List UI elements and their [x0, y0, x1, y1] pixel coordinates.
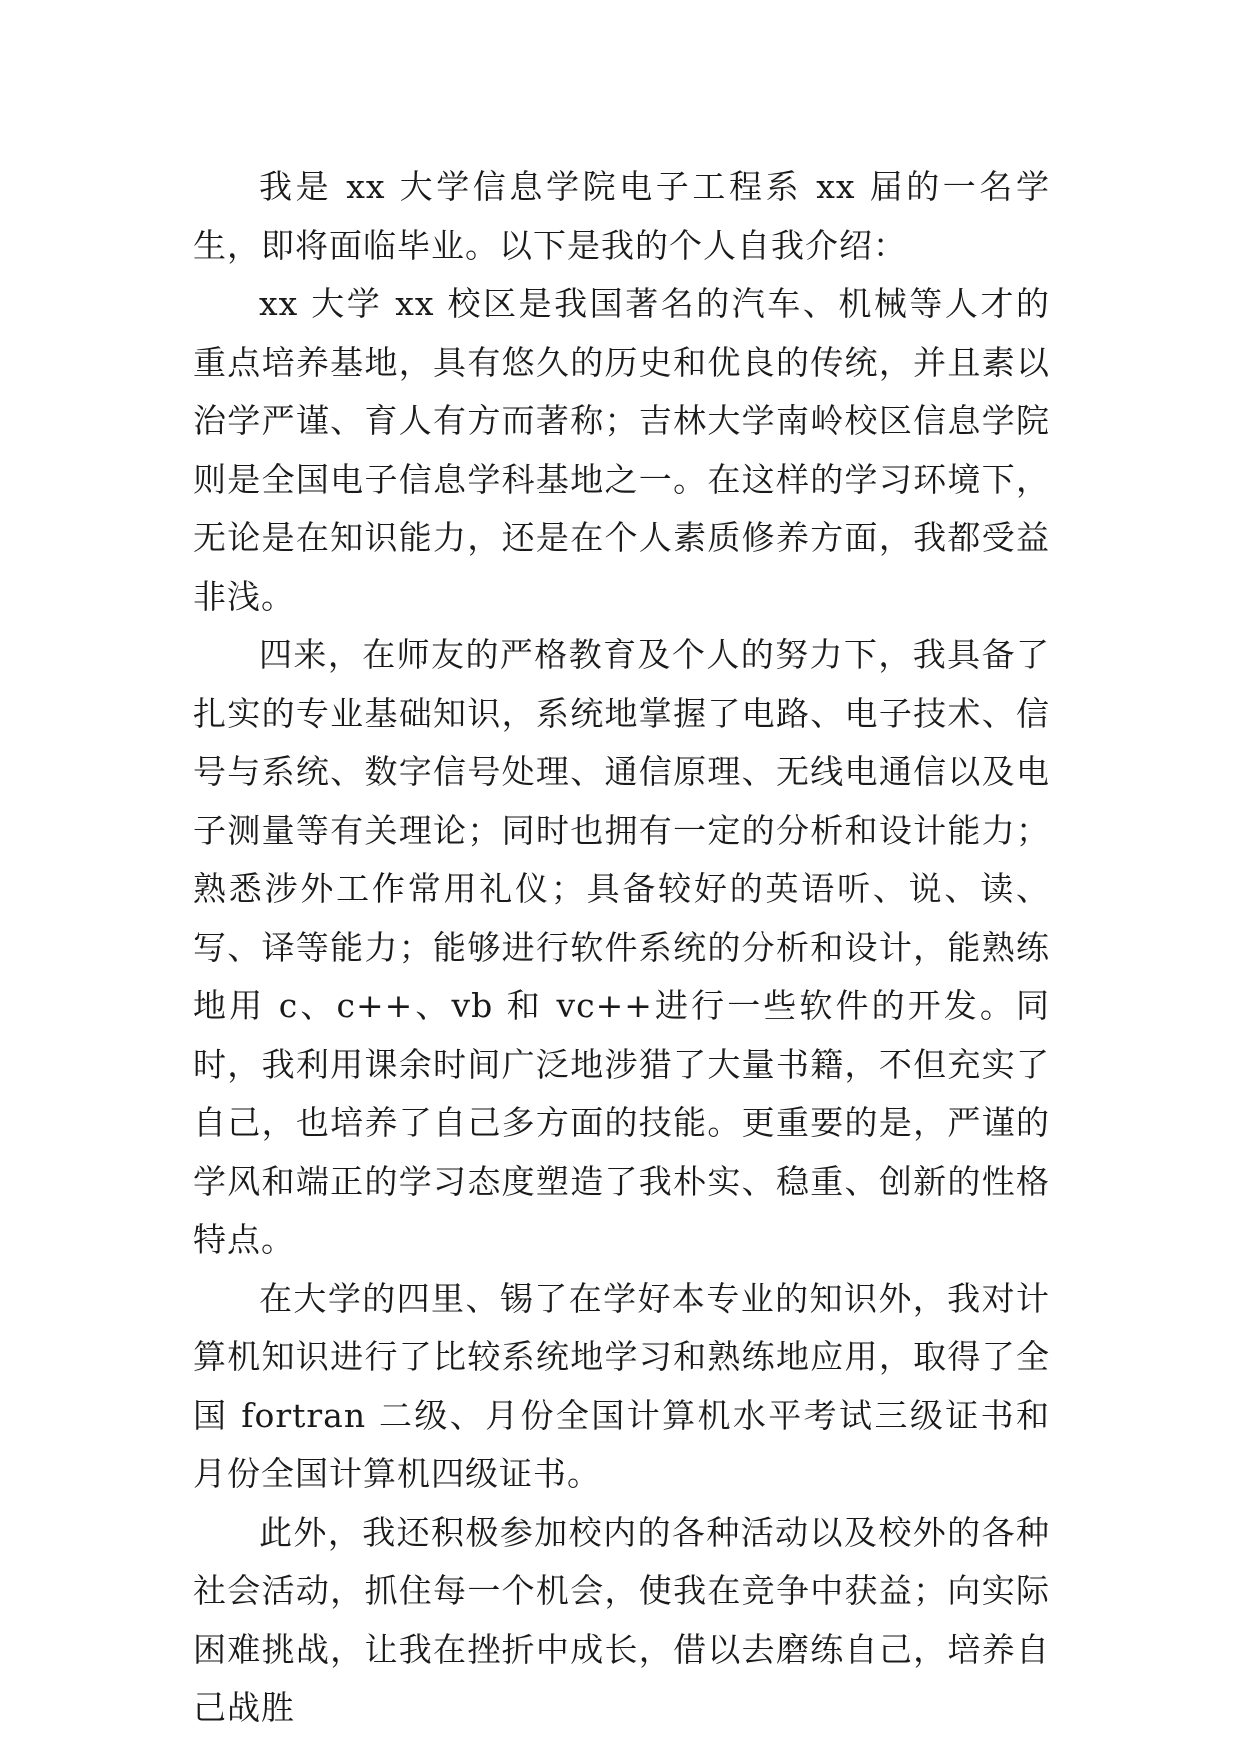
paragraph-computer: 在大学的四里、锡了在学好本专业的知识外，我对计算机知识进行了比较系统地学习和熟练地应用，取得了全国 fortran 二级、月份全国计算机水平考试三级证书和月份全国计算机四级证书。 — [193, 1278, 1050, 1493]
paragraph-intro: 我是 xx 大学信息学院电子工程系 xx 届的一名学生，即将面临毕业。以下是我的个人自我介绍： — [193, 167, 1050, 265]
paragraph-university: xx 大学 xx 校区是我国著名的汽车、机械等人才的重点培养基地，具有悠久的历史和优良的传统，并且素以治学严谨、育人有方而著称；吉林大学南岭校区信息学院则是全国电子信息学科基地之一。在这样的学习环境下，无论是在知识能力，还是在个人素质修养方面，我都受益非浅。 — [193, 284, 1050, 616]
paragraph-skills: 四来，在师友的严格教育及个人的努力下，我具备了扎实的专业基础知识，系统地掌握了电路、电子技术、信号与系统、数字信号处理、通信原理、无线电通信以及电子测量等有关理论；同时也拥有一定的分析和设计能力；熟悉涉外工作常用礼仪；具备较好的英语听、说、读、写、译等能力；能够进行软件系统的分析和设计，能熟练地用 c、c++、vb 和 vc++进行一些软件的开发。同时，我利用课余时间广泛地涉猎了大量书籍，不但充实了自己，也培养了自己多方面的技能。更重要的是，严谨的学风和端正的学习态度塑造了我朴实、稳重、创新的性格特点。 — [193, 635, 1050, 1259]
document-body — [193, 158, 1050, 1738]
paragraph-activities: 此外，我还积极参加校内的各种活动以及校外的各种社会活动，抓住每一个机会，使我在竞争中获益；向实际困难挑战，让我在挫折中成长，借以去磨练自己，培养自己战胜 — [193, 1512, 1050, 1727]
